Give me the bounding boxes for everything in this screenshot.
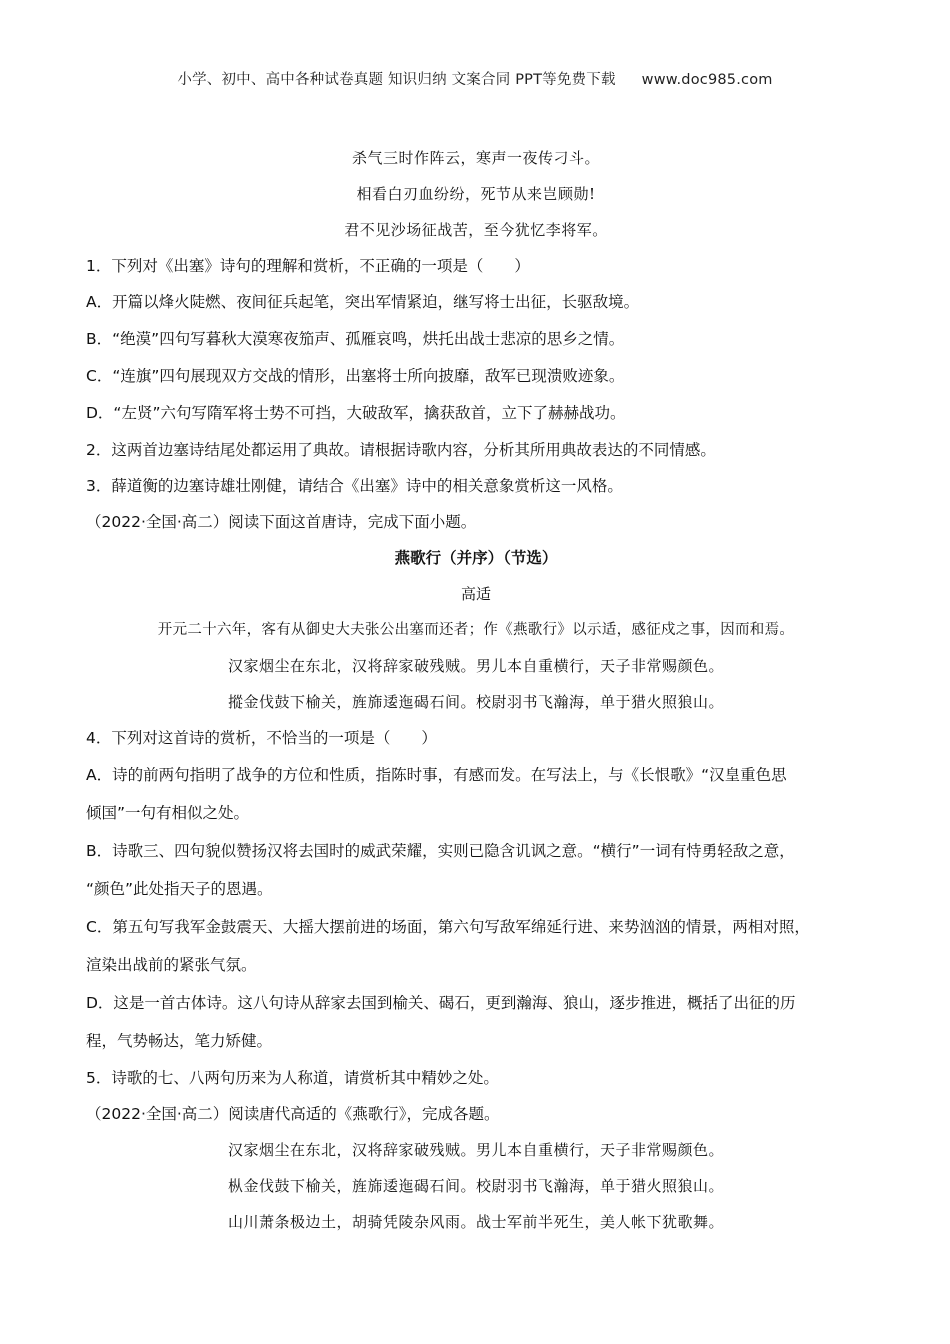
poem1-line: 相看白刃血纷纷，死节从来岂顾勋! — [356, 185, 596, 203]
question-4-option-d — [86, 984, 866, 1060]
option-line: D．这是一首古体诗。这八句诗从辞家去国到榆关、碣石，更到瀚海、狼山，逐步推进，概括了出征的历 — [86, 994, 796, 1012]
poem2-lines — [86, 648, 866, 720]
option-line: A．诗的前两句指明了战争的方位和性质，指陈时事，有感而发。在写法上，与《长恨歌》“汉皇重色思 — [86, 766, 787, 784]
poem1-line: 杀气三时作阵云，寒声一夜传刁斗。 — [351, 149, 600, 167]
poem3 — [86, 1132, 866, 1240]
question-1-stem: 1．下列对《出塞》诗句的理解和赏析，不正确的一项是（ ） — [86, 257, 530, 275]
poem2-preface: 开元二十六年，客有从御史大夫张公出塞而还者；作《燕歌行》以示适，感征戍之事，因而和焉。 — [157, 622, 795, 638]
question-1-option-a: A．开篇以烽火陡燃、夜间征兵起笔，突出军情紧迫，继写将士出征，长驱敌境。 — [86, 293, 640, 311]
header-text: 小学、初中、高中各种试卷真题 知识归纳 文案合同 PPT等免费下载 — [177, 72, 616, 88]
poem3-line: 枞金伐鼓下榆关，旌旆逶迤碣石间。校尉羽书飞瀚海，单于猎火照狼山。 — [227, 1177, 724, 1195]
poem2-author: 高适 — [460, 585, 491, 603]
question-4-option-c — [86, 908, 866, 984]
question-3: 3．薛道衡的边塞诗雄壮刚健，请结合《出塞》诗中的相关意象赏析这一风格。 — [86, 477, 623, 495]
option-line: C．第五句写我军金鼓震天、大摇大摆前进的场面，第六句写敌军绵延行进、来势汹汹的情景，两相对照， — [86, 918, 810, 936]
option-line: 倾国”一句有相似之处。 — [86, 804, 250, 822]
question-4-option-a — [86, 756, 866, 832]
question-1-option-b: B．“绝漠”四句写暮秋大漠寒夜笳声、孤雁哀鸣，烘托出战士悲凉的思乡之情。 — [86, 330, 625, 348]
question-4-option-b — [86, 832, 866, 908]
question-5: 5．诗歌的七、八两句历来为人称道，请赏析其中精妙之处。 — [86, 1069, 499, 1087]
document-body — [86, 140, 866, 1240]
poem2-line: 汉家烟尘在东北，汉将辞家破残贼。男儿本自重横行，天子非常赐颜色。 — [227, 657, 724, 675]
poem1-line: 君不见沙场征战苦，至今犹忆李将军。 — [344, 221, 608, 239]
option-line: “颜色”此处指天子的恩遇。 — [86, 880, 273, 898]
option-line: B．诗歌三、四句貌似赞扬汉将去国时的威武荣耀，实则已隐含讥讽之意。“横行”一词有恃勇轻敌之意， — [86, 842, 795, 860]
poem3-line: 汉家烟尘在东北，汉将辞家破残贼。男儿本自重横行，天子非常赐颜色。 — [227, 1141, 724, 1159]
section-intro-2: （2022·全国·高二）阅读下面这首唐诗，完成下面小题。 — [86, 513, 477, 531]
section-intro-3: （2022·全国·高二）阅读唐代高适的《燕歌行》，完成各题。 — [86, 1105, 500, 1123]
page-header — [0, 68, 950, 89]
question-2: 2．这两首边塞诗结尾处都运用了典故。请根据诗歌内容，分析其所用典故表达的不同情感。 — [86, 441, 716, 459]
question-4-stem: 4．下列对这首诗的赏析，不恰当的一项是（ ） — [86, 729, 437, 747]
poem2-title: 燕歌行（并序）（节选） — [394, 548, 558, 567]
option-line: 渲染出战前的紧张气氛。 — [86, 956, 257, 974]
question-1-option-d: D．“左贤”六句写隋军将士势不可挡，大破敌军，擒获敌首，立下了赫赫战功。 — [86, 404, 626, 422]
header-site-link[interactable]: www.doc985.com — [641, 72, 773, 88]
question-1-option-c: C．“连旗”四句展现双方交战的情形，出塞将士所向披靡，敌军已现溃败迹象。 — [86, 367, 625, 385]
poem2-line: 摐金伐鼓下榆关，旌旆逶迤碣石间。校尉羽书飞瀚海，单于猎火照狼山。 — [227, 693, 724, 711]
poem3-line: 山川萧条极边土，胡骑凭陵杂风雨。战士军前半死生，美人帐下犹歌舞。 — [227, 1213, 724, 1231]
poem1 — [86, 140, 866, 248]
option-line: 程，气势畅达，笔力矫健。 — [86, 1032, 273, 1050]
